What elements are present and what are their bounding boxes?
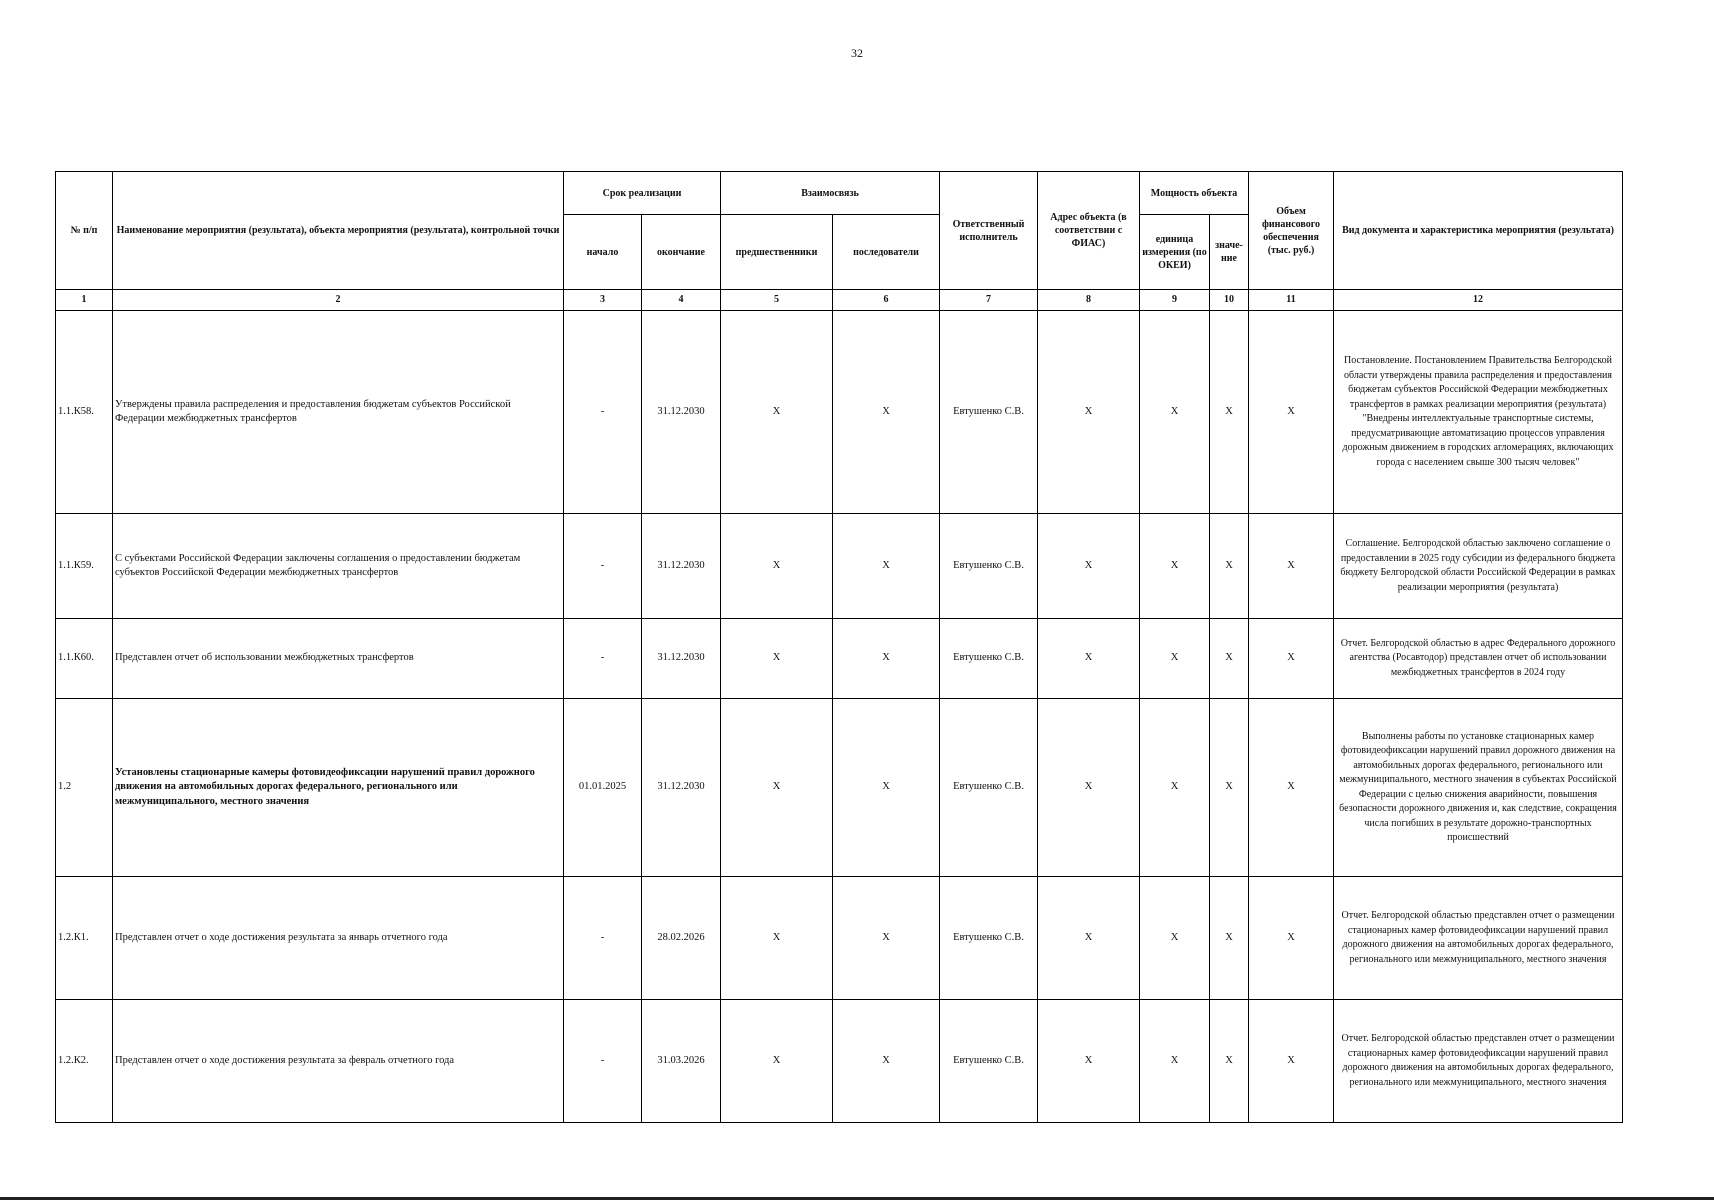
row-address: X [1038,311,1140,514]
row-next: X [833,877,940,1000]
row-unit: X [1140,699,1210,877]
table-row [56,311,1623,514]
row-doc: Выполнены работы по установке стационарных камер фотовидеофиксации нарушений правил дорожного движения на автомобильных дорогах федерального, регионального или межмуниципального, местного значения в субъектах Российской Федерации с целью снижения аварийности, повышения безопасности дорожного движения и, как следствие, сокращения числа погибших в результате дорожно-транспортных происшествий [1334,699,1623,877]
table-row [56,619,1623,699]
row-finance: X [1249,699,1334,877]
row-value: X [1210,877,1249,1000]
table-row [56,877,1623,1000]
row-end: 31.03.2026 [642,1000,721,1123]
row-next: X [833,699,940,877]
header-num: № п/п [56,172,113,290]
header-finance: Объем финансового обеспечения (тыс. руб.) [1249,172,1334,290]
header-address: Адрес объекта (в соответствии с ФИАС) [1038,172,1140,290]
row-responsible: Евтушенко С.В. [940,1000,1038,1123]
row-name: Установлены стационарные камеры фотовидеофиксации нарушений правил дорожного движения на автомобильных дорогах федерального, регионального или межмуниципального, местного значения [113,699,564,877]
row-start: - [564,1000,642,1123]
row-prev: X [721,699,833,877]
row-prev: X [721,619,833,699]
column-number: 9 [1140,290,1210,311]
row-number: 1.1.К59. [56,514,113,619]
row-responsible: Евтушенко С.В. [940,699,1038,877]
row-address: X [1038,877,1140,1000]
row-end: 31.12.2030 [642,311,721,514]
column-number: 5 [721,290,833,311]
row-responsible: Евтушенко С.В. [940,311,1038,514]
row-prev: X [721,311,833,514]
row-finance: X [1249,311,1334,514]
row-next: X [833,1000,940,1123]
row-number: 1.2.К1. [56,877,113,1000]
header-link-prev: предшественники [721,215,833,290]
row-value: X [1210,514,1249,619]
row-value: X [1210,311,1249,514]
row-doc: Постановление. Постановлением Правительства Белгородской области утверждены правила распределения и предоставления бюджетам субъектов Российской Федерации межбюджетных трансфертов в рамках реализации мероприятия (результата) "Внедрены интеллектуальные транспортные системы, предусматривающие автоматизацию процессов управления дорожным движением в городских агломерациях, включающих города с населением свыше 300 тысяч человек" [1334,311,1623,514]
row-number: 1.1.К58. [56,311,113,514]
header-unit: единица измерения (по ОКЕИ) [1140,215,1210,290]
header-name: Наименование мероприятия (результата), объекта мероприятия (результата), контрольной точки [113,172,564,290]
row-value: X [1210,1000,1249,1123]
table-row [56,699,1623,877]
column-number: 2 [113,290,564,311]
column-number: 8 [1038,290,1140,311]
row-address: X [1038,619,1140,699]
column-number: 7 [940,290,1038,311]
row-doc: Соглашение. Белгородской областью заключено соглашение о предоставлении в 2025 году субсидии из федерального бюджета бюджету Белгородской области Российской Федерации в рамках реализации мероприятия (результата) [1334,514,1623,619]
row-prev: X [721,1000,833,1123]
table-row [56,1000,1623,1123]
row-doc: Отчет. Белгородской областью в адрес Федерального дорожного агентства (Росавтодор) представлен отчет об использовании межбюджетных трансфертов в 2024 году [1334,619,1623,699]
header-capacity: Мощность объекта [1140,172,1249,215]
row-next: X [833,311,940,514]
column-number: 12 [1334,290,1623,311]
row-value: X [1210,699,1249,877]
row-responsible: Евтушенко С.В. [940,619,1038,699]
row-number: 1.2 [56,699,113,877]
row-doc: Отчет. Белгородской областью представлен отчет о размещении стационарных камер фотовидеофиксации нарушений правил дорожного движения на автомобильных дорогах федерального, регионального или межмуниципального, местного значения [1334,1000,1623,1123]
header-doc: Вид документа и характеристика мероприятия (результата) [1334,172,1623,290]
plan-table [55,171,1623,1123]
header-link: Взаимосвязь [721,172,940,215]
row-start: - [564,877,642,1000]
row-start: - [564,311,642,514]
header-term-end: окончание [642,215,721,290]
row-start: - [564,619,642,699]
row-next: X [833,514,940,619]
column-number: 1 [56,290,113,311]
row-finance: X [1249,514,1334,619]
header-responsible: Ответственный исполнитель [940,172,1038,290]
table-row [56,514,1623,619]
header-term: Срок реализации [564,172,721,215]
row-doc: Отчет. Белгородской областью представлен отчет о размещении стационарных камер фотовидеофиксации нарушений правил дорожного движения на автомобильных дорогах федерального, регионального или межмуниципального, местного значения [1334,877,1623,1000]
row-number: 1.2.К2. [56,1000,113,1123]
column-number: 6 [833,290,940,311]
row-address: X [1038,1000,1140,1123]
column-number-row [56,290,1623,311]
row-unit: X [1140,619,1210,699]
header-link-next: последователи [833,215,940,290]
row-number: 1.1.К60. [56,619,113,699]
header-row-top [56,172,1623,215]
row-name: С субъектами Российской Федерации заключены соглашения о предоставлении бюджетам субъектов Российской Федерации межбюджетных трансфертов [113,514,564,619]
column-number: 4 [642,290,721,311]
row-finance: X [1249,619,1334,699]
row-name: Утверждены правила распределения и предоставления бюджетам субъектов Российской Федерации межбюджетных трансфертов [113,311,564,514]
row-address: X [1038,699,1140,877]
column-number: 10 [1210,290,1249,311]
row-name: Представлен отчет об использовании межбюджетных трансфертов [113,619,564,699]
row-name: Представлен отчет о ходе достижения результата за январь отчетного года [113,877,564,1000]
row-finance: X [1249,1000,1334,1123]
header-term-start: начало [564,215,642,290]
row-finance: X [1249,877,1334,1000]
row-name: Представлен отчет о ходе достижения результата за февраль отчетного года [113,1000,564,1123]
row-unit: X [1140,1000,1210,1123]
row-prev: X [721,877,833,1000]
row-unit: X [1140,877,1210,1000]
row-end: 31.12.2030 [642,514,721,619]
row-unit: X [1140,514,1210,619]
row-end: 31.12.2030 [642,699,721,877]
row-responsible: Евтушенко С.В. [940,514,1038,619]
page-number: 32 [851,46,863,60]
row-prev: X [721,514,833,619]
row-start: 01.01.2025 [564,699,642,877]
column-number: 11 [1249,290,1334,311]
row-unit: X [1140,311,1210,514]
row-value: X [1210,619,1249,699]
column-number: 3 [564,290,642,311]
row-responsible: Евтушенко С.В. [940,877,1038,1000]
row-start: - [564,514,642,619]
row-end: 28.02.2026 [642,877,721,1000]
row-end: 31.12.2030 [642,619,721,699]
row-next: X [833,619,940,699]
row-address: X [1038,514,1140,619]
header-value: значе-ние [1210,215,1249,290]
